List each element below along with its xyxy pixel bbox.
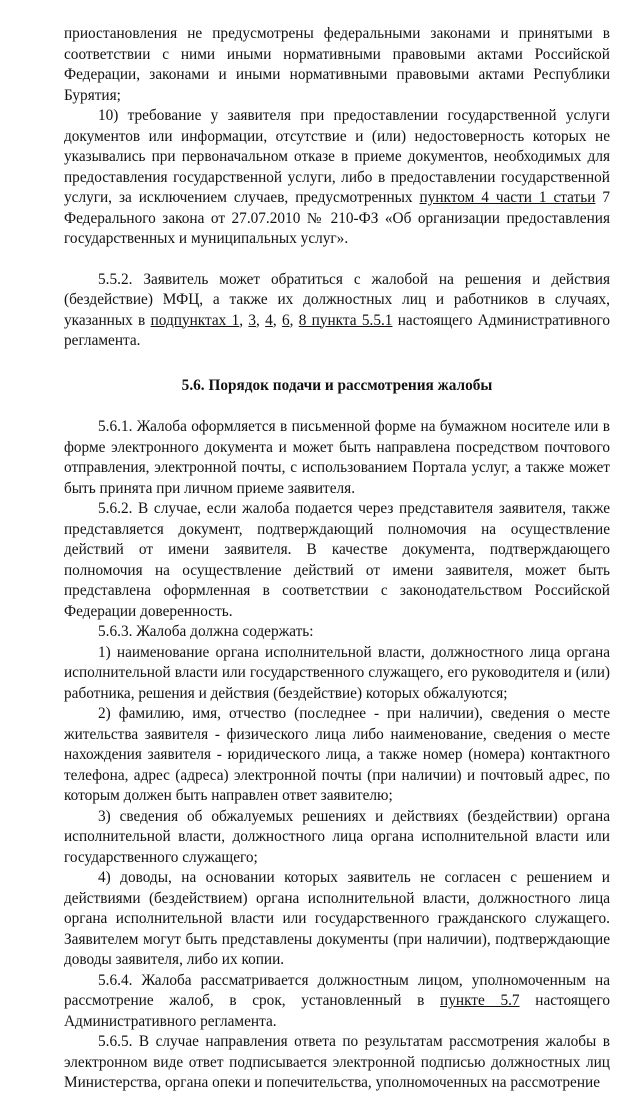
list-item-4: 4) доводы, на основании которых заявитель не согласен с решением и действиями (бездействием) органа исполнительной власти, должностного лица органа исполнительной власти или государственного гражданского служащего. Заявителем могут быть представлены документы (при наличии), подтверждающие доводы заявителя, либо их копии. [64,869,610,968]
paragraph-5-6-5: 5.6.5. В случае направления ответа по результатам рассмотрения жалобы в электронном виде ответ подписывается электронной подписью должностных лиц Министерства, органа опеки и попечительства, уполномоченных на рассмотрение [64,1033,610,1091]
paragraph-continuation: приостановления не предусмотрены федеральными законами и принятыми в соответствии с ними иными нормативными правовыми актами Российской Федерации, законами и иными нормативными правовыми актами Республики Бурятия; [64,25,610,104]
item-10-text-start: 10) требование у заявителя при предоставлении государственной услуги документов или информации, отсутствие и (или) недостоверность которых не указывались при первоначальном отказе в приеме документов, необходимых для предоставления государственной услуги, либо в предоставлении государственной услуги, за исключением случаев, предусмотренных [64,107,610,206]
link-subitem-4[interactable]: 4 [265,311,273,329]
p552-sep-3: , [272,311,282,329]
list-item-3: 3) сведения об обжалуемых решениях и действиях (бездействии) органа исполнительной власти, должностного лица органа исполнительной власти или государственного служащего; [64,807,610,866]
link-subitem-1[interactable]: подпунктах 1 [150,311,240,329]
link-point-5-7[interactable]: пункте 5.7 [440,992,520,1009]
paragraph-5-5-2 [64,270,610,352]
p564-text-start: 5.6.4. Жалоба рассматривается должностным лицом, уполномоченным на рассмотрение жалоб, в срок, установленный в [64,971,610,1009]
item-10-text-end: 7 Федерального закона от 27.07.2010 № 210-ФЗ «Об организации предоставления государственных и муниципальных услуг». [64,189,610,247]
p552-text-start: 5.5.2. Заявитель может обратиться с жалобой на решения и действия (бездействие) МФЦ, а также их должностных лиц и работников в случаях, указанных в [64,270,610,329]
p564-text-end: настоящего Административного регламента. [64,992,611,1030]
p552-sep-4: , [289,311,299,329]
p552-text-end: настоящего Административного регламента. [64,311,611,349]
list-item-2: 2) фамилию, имя, отчество (последнее - при наличии), сведения о месте жительства заявителя - физического лица либо наименование, сведения о месте нахождения заявителя - юридического лица, а также номер (номера) контактного телефона, адрес (адреса) электронной почты (при наличии) и почтовый адрес, по которым должен быть направлен ответ заявителю; [64,705,610,804]
paragraph-5-6-3: 5.6.3. Жалоба должна содержать: [98,623,314,640]
link-subitem-8-point-5-5-1[interactable]: 8 пункта 5.5.1 [298,311,393,329]
paragraph-5-6-1: 5.6.1. Жалоба оформляется в письменной форме на бумажном носителе или в форме электронного документа и может быть направлена посредством почтового отправления, электронной почты, с использованием Портала услуг, а также может быть принята при личном приеме заявителя. [64,418,610,497]
paragraph-5-6-2: 5.6.2. В случае, если жалоба подается через представителя заявителя, также представляется документ, подтверждающий полномочия на осуществление действий от имени заявителя. В качестве документа, подтверждающего полномочия на осуществление действий от имени заявителя, может быть представлена оформленная в соответствии с законодательством Российской Федерации доверенность. [64,500,610,620]
link-subitem-3[interactable]: 3 [248,311,257,329]
paragraph-5-6-4 [64,971,610,1033]
p552-sep-2: , [256,311,266,329]
link-subitem-6[interactable]: 6 [281,311,290,329]
paragraph-item-10 [64,106,610,250]
list-item-1: 1) наименование органа исполнительной власти, должностного лица органа исполнительной власти или государственного служащего, его руководителя и (или) работника, решения и действия (бездействие) которых обжалуются; [64,643,610,702]
p552-sep-1: , [239,311,249,329]
section-heading-5-6: 5.6. Порядок подачи и рассмотрения жалобы [181,376,493,394]
link-law-article-7[interactable]: пунктом 4 части 1 статьи [419,189,596,206]
